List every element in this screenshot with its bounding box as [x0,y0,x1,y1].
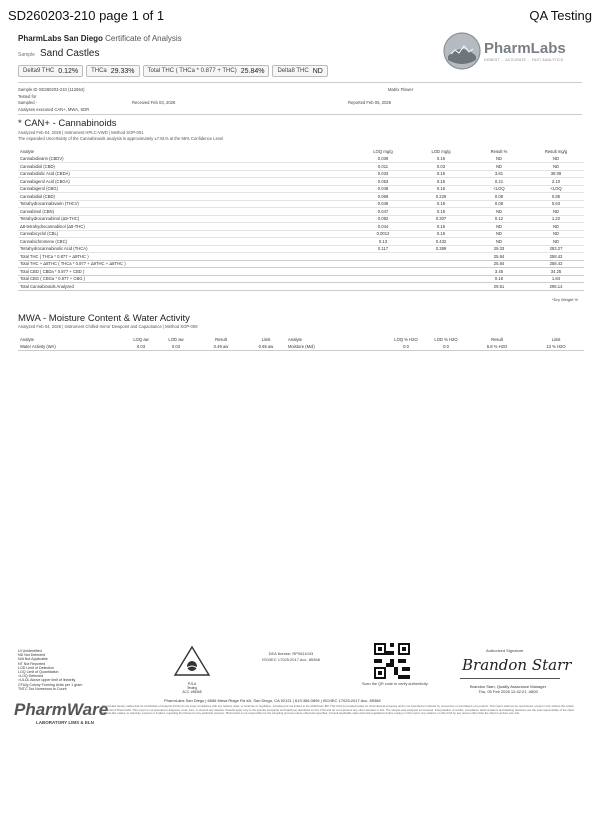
pharmware-logo: PharmWare [14,700,109,719]
total-row [18,268,584,276]
cell [354,268,412,276]
cell: 0.85 [528,193,584,201]
cell: 0.044 [354,223,412,231]
cell: ND [470,238,528,246]
mwa-col: Limit [551,337,561,343]
cell: 0.307 [412,215,470,223]
cell: 0.117 [354,245,412,253]
cell: 0.0012 [354,230,412,238]
cell: 0.16 [412,155,470,163]
cell [412,260,470,268]
dry-weight-note: *Dry Weight % [552,297,578,302]
legend-item: CFU/g Colony Forming Units per 1 gram [18,682,83,687]
table-row [18,208,584,216]
cell: 258.42 [528,253,584,261]
table-row [18,215,584,223]
cell: 293.27 [528,245,584,253]
footer-address: PharmLabs San Diego | 6656 Mesa Ridge Rd #A, San Diego, CA 92121 | 619.356.0899 | ISO/IEC 17025:2017 Acc. 85368 [164,698,381,703]
iso-accreditation: ISO/IEC 17025:2017 Acc. 85368 [262,657,320,662]
cell: 0.033 [354,170,412,178]
legend-item: TNTC Too Numerous to Count [18,686,67,691]
chip-delta9 [18,65,83,77]
cell: 0.011 [354,163,412,171]
cell: 0.053 [354,178,412,186]
legend-item: LOD Limit of Detection [18,665,55,670]
table-row [18,155,584,163]
chip-value: ND [312,67,323,75]
cell: 6.8 % H2O [466,343,528,351]
pjla-sub: Testing [186,686,198,690]
signed-date: Thu, 05 Feb 2026 12:42:21 -0800 [478,689,538,694]
cell: 0.092 [354,215,412,223]
cell: 0.65 aw [246,343,286,351]
cell [354,260,412,268]
cell: <LOQ [528,185,584,193]
meta-matrix: Matrix Flower [388,87,414,92]
signature-script: Brandon Starr [462,656,572,674]
cell: 0.229 [412,193,470,201]
potency-chips [18,65,328,77]
chip-value: 29.33% [110,67,135,75]
meta-received: Received Feb 03, 2026 [132,100,176,105]
pjla-icon [172,645,212,677]
dea-license: DEA license: RP0511043 [268,651,314,656]
table-row [18,178,584,186]
chip-total-thc [143,65,270,77]
lab-heading [18,34,182,43]
meta-tested-for: Tested for [18,94,37,99]
cell [412,268,470,276]
meta-analyses: Analyses executed CAN+, MWA, SDR [18,107,90,112]
legend-item: NT Not Reported [18,661,46,666]
cell: 0.03 [412,163,470,171]
report-id: SD260203-210 page 1 of 1 [8,8,165,23]
cell [412,275,470,283]
cell: ND [470,223,528,231]
table-row [18,193,584,201]
mwa-col: LOQ % H2O [394,337,418,343]
chip-label: THCa [91,68,107,74]
cell: 0.16 [412,230,470,238]
divider [18,82,582,83]
sample-name: Sand Castles [40,48,100,59]
legend-item: N/A Not Applicable [18,657,48,662]
col-loq: LOQ mg/g [373,149,393,155]
cell: ND [470,155,528,163]
cell: 0.12 [470,215,528,223]
cell: 0.18 [470,275,528,283]
cannabinoids-table [18,143,584,291]
cell: 2.10 [528,178,584,186]
signer-name: Brandon Starr, Quality Assurance Manager [470,684,547,689]
cell: Total CBG ( CBGa * 0.877 + CBG ) [18,275,354,283]
divider [18,114,582,115]
chip-delta8 [272,65,327,77]
total-row [18,275,584,283]
cell: Total Cannabinoids Analyzed [18,283,354,291]
cell: 258.42 [528,260,584,268]
cell: ND [528,238,584,246]
cell: Tetrahydrocannabivarin (THCV) [18,200,354,208]
table-row [18,230,584,238]
cell: 3.81 [470,170,528,178]
cell: 29.51 [470,283,528,291]
legend-item: >ULOL Above upper limit of linearity [18,678,76,683]
signature-label: Authorized Signature [486,648,524,653]
cannabinoids-analyzed: Analyzed Feb 04, 2026 | Instrument HPLC-VWD | Method SOP-001 [18,130,144,135]
cell: 0.03 [126,343,156,351]
cell [412,253,470,261]
mwa-col: LOQ aw [133,337,149,343]
pharmware-sub: LABORATORY LIMS & ELN [36,720,94,725]
cannabinoids-uncertainty: The expanded Uncertainty of the Cannabinoids analysis is approximately ±7.81% at the 95% Confidence Level [18,136,224,141]
cell: ND [470,230,528,238]
chip-label: Delta8 THC [277,68,309,74]
pjla-number: ACC. #65368 [182,690,202,694]
chip-label: Total THC ( THCa * 0.877 + THC) [147,68,237,74]
cell: <LOQ [470,185,528,193]
mwa-col: Analyte [20,337,34,343]
signer-block [470,684,546,694]
cell: 3.45 [470,268,528,276]
cell: 25.84 [470,253,528,261]
moisture-analyzed: Analyzed Feb 04, 2026 | Instrument Chilled-mirror Dewpoint and Capacitance | Method SOP-008 [18,324,198,329]
cell: 295.14 [528,283,584,291]
cell: 0.08 [470,200,528,208]
total-row [18,260,584,268]
total-row [18,253,584,261]
cell: Cannabicyclol (CBL) [18,230,354,238]
cell: 38.09 [528,170,584,178]
cell: ND [470,208,528,216]
cell: 0.16 [412,208,470,216]
cell: 0.08 [470,193,528,201]
chip-thca [86,65,139,77]
cell: 0.432 [412,238,470,246]
mwa-col: Analyte [288,337,302,343]
pjla-text: PJLA [187,682,197,686]
cell: Cannabigerol Acid (CBGA) [18,178,354,186]
cell: 0.389 [412,245,470,253]
table-row [18,238,584,246]
cell: 0.63 [528,200,584,208]
cell: Total THC + Δ8THC ( THCa * 0.877 + Δ9THC + Δ8THC ) [18,260,354,268]
cannabinoids-title: * CAN+ - Cannabinoids [18,118,117,129]
cell: Tetrahydrocannabinolic Acid (THCA) [18,245,354,253]
table-row [18,170,584,178]
footer-disclaimer: PharmLabs hereby states that its Certificates of Analysis (COA) do not imply compliance with any federal, state, or local law or regulation, including but not limited to the 2018 Farm Bill. This COA is provided solely for informational purposes and is not intended for reliance by consumers or purchasers of a product. This report shall not be reproduced, except in full, without the written approval of PharmLabs. This report is not intended to diagnose, treat, cure, or prevent any disease. Results apply only to the specific sample(s) and batch(es) described on this COA and do not represent any other samples or lots. The sample was analyzed as received. Interpretation of results, compliance determinations and labeling decisions are the sole responsibility of the client. PharmLabs makes no warranty, express or implied, regarding the fitness for any particular purpose. PharmLabs is not responsible for the sampling process unless otherwise specified. Consult applicable state and local regulations before relying on this report. Any reliance on this COA by any person other than the client is at their own risk. [102,704,575,716]
cell: Tetrahydrocannabinol (Δ9-THC) [18,215,354,223]
legend-item: LOQ Limit of Quantitation [18,670,59,675]
dea-license-block [262,651,320,663]
cell: Moisture (Mol) [286,343,386,351]
signature-line [460,678,560,679]
cell: 1.84 [528,275,584,283]
table-row [18,223,584,231]
qr-icon [374,643,410,679]
cell: 0.49 aw [196,343,246,351]
cell: 0.049 [354,200,412,208]
col-result-pct: Result % [490,149,508,155]
cell: Cannabidivarin (CBDV) [18,155,354,163]
cell [354,253,412,261]
cell [412,283,470,291]
chip-label: Delta9 THC [23,68,55,74]
cell: 0.13 [354,238,412,246]
table-row [18,200,584,208]
table-row [18,343,584,351]
cell: ND [528,230,584,238]
cell: Cannabidiolic Acid (CBDA) [18,170,354,178]
cell: Water Activity (WA) [18,343,126,351]
meta-sampled: Sampled - [18,100,38,105]
chip-value: 25.84% [240,67,265,75]
col-analyte: Analyte [20,149,34,155]
cell: Cannabigerol (CBG) [18,185,354,193]
cell [354,283,412,291]
mwa-col: LOD % H2O [434,337,458,343]
cell: Total CBD ( CBDa * 0.877 + CBD ) [18,268,354,276]
table-row [18,185,584,193]
cell: 0.0 [386,343,426,351]
cell: Cannabichromene (CBC) [18,238,354,246]
cell: Cannabidiol (CBD) [18,193,354,201]
cell: 0.16 [412,200,470,208]
cell: ND [528,155,584,163]
legend-item: ND Not Detected [18,653,46,658]
logo-brand: PharmLabs [484,40,566,57]
sample-label: Sample [18,52,35,58]
cell: 0.16 [412,185,470,193]
cell: 1.22 [528,215,584,223]
mwa-col: Result [215,337,227,343]
lab-name: PharmLabs San Diego [18,34,103,43]
cell: ND [528,163,584,171]
cell: 0.048 [354,185,412,193]
mwa-col: Limit [261,337,271,343]
table-row [18,245,584,253]
col-result-mg: Result mg/g [544,149,568,155]
cell: Total THC ( THCa * 0.877 + Δ9THC ) [18,253,354,261]
cell: 0.03 [156,343,196,351]
cell: Cannabidiol (CBD) [18,163,354,171]
mwa-col: LOD aw [168,337,184,343]
cell: 25.84 [470,260,528,268]
doc-type: Certificate of Analysis [105,34,182,43]
cell: ND [470,163,528,171]
cell: ND [528,223,584,231]
cell: 0.047 [354,208,412,216]
logo-tagline: HONEST ... ACCURATE ... FAST ANALYTICS [484,58,564,62]
cell: ND [528,208,584,216]
cell: 29.33 [470,245,528,253]
abbreviation-legend [18,649,82,691]
pjla-badge [172,645,212,694]
cell [354,275,412,283]
cell: 34.25 [528,268,584,276]
cell: 0.039 [354,155,412,163]
meta-reported: Reported Feb 05, 2026 [348,100,392,105]
qa-testing-label: QA Testing [529,8,592,23]
moisture-title: MWA - Moisture Content & Water Activity [18,313,190,324]
cell: 0.21 [470,178,528,186]
moisture-table [18,331,584,351]
chip-value: 0.12% [58,67,79,75]
mwa-col: Result [491,337,503,343]
legend-item: <LOQ Detected [18,674,44,679]
cell: 0.16 [412,223,470,231]
col-lod: LOD mg/g [431,149,451,155]
cell: 0.16 [412,170,470,178]
legend-item: UI Unidentified [18,649,42,653]
qr-caption: Scan the QR code to verify authenticity. [362,682,429,686]
cell: Δ8-tetrahydrocannabinol (Δ8-THC) [18,223,354,231]
qr-code[interactable] [374,643,410,679]
total-row [18,283,584,291]
cell: 0.0 [426,343,466,351]
meta-sample-id: Sample ID SD260203-210 (112664) [18,87,85,92]
table-row [18,163,584,171]
cell: 13 % H2O [528,343,584,351]
cell: 0.16 [412,178,470,186]
cell: 0.069 [354,193,412,201]
cell: Cannabinol (CBN) [18,208,354,216]
